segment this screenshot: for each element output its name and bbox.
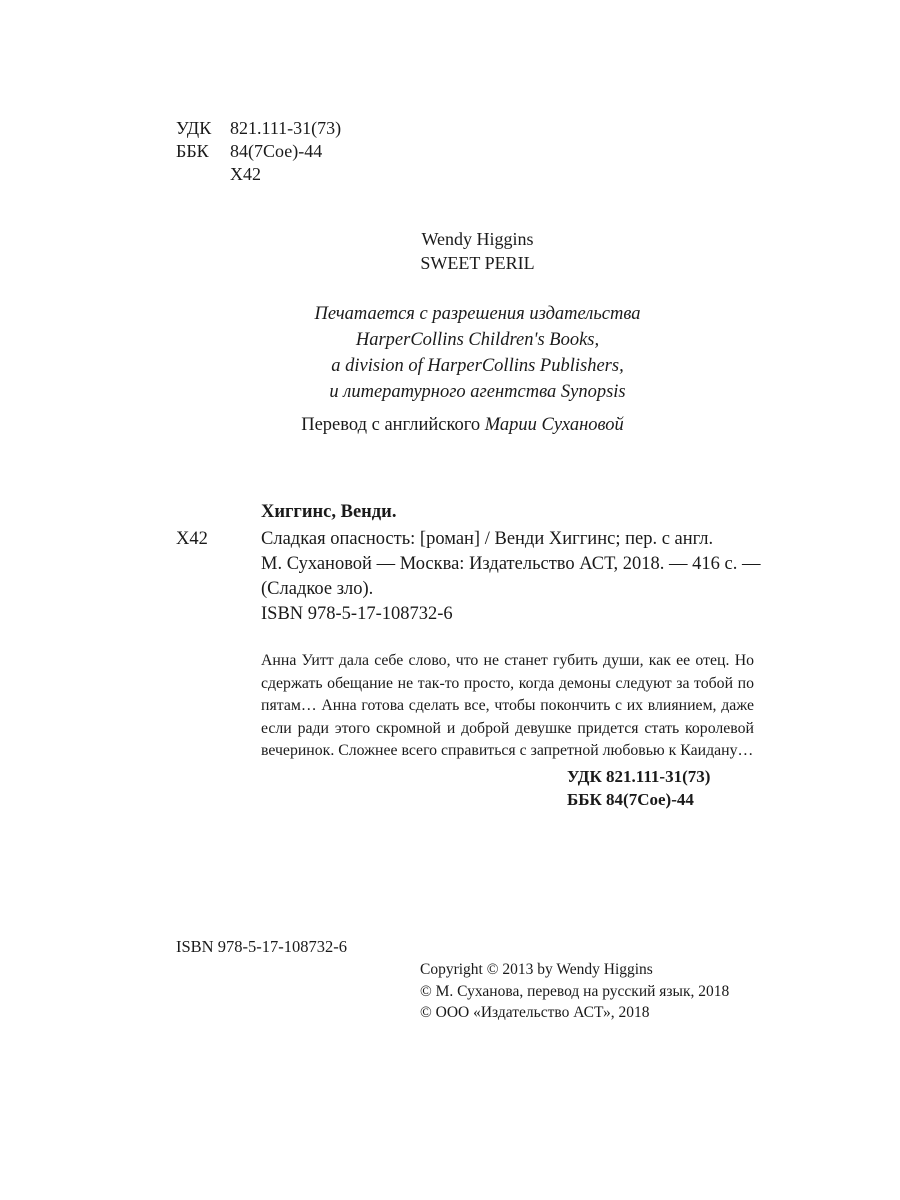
catalog-line: (Сладкое зло). bbox=[261, 579, 374, 599]
permission-notice bbox=[0, 301, 900, 405]
catalog-line: Сладкая опасность: [роман] / Венди Хиггинс; пер. с англ. bbox=[261, 529, 714, 549]
permission-line: Печатается с разрешения издательства bbox=[314, 304, 641, 324]
permission-line: HarperCollins Children's Books, bbox=[355, 330, 600, 350]
copyright-line: © ООО «Издательство АСТ», 2018 bbox=[420, 1004, 650, 1021]
bbk-value: 84(7Сое)-44 bbox=[230, 141, 323, 161]
author-mark-row bbox=[176, 163, 341, 186]
bbk-label: ББК bbox=[176, 141, 209, 161]
bbk-bold: ББК 84(7Сое)-44 bbox=[567, 790, 694, 809]
translator-name: Марии Сухановой bbox=[484, 415, 624, 435]
author-mark: Х42 bbox=[230, 164, 261, 184]
translation-prefix: Перевод с английского bbox=[301, 415, 485, 435]
original-title-block bbox=[0, 227, 900, 275]
udk-row bbox=[176, 117, 341, 140]
catalog-description bbox=[261, 527, 760, 602]
bbk-row bbox=[176, 140, 341, 163]
catalog-mark: Х42 bbox=[176, 529, 208, 549]
catalog-isbn: ISBN 978-5-17-108732-6 bbox=[261, 604, 453, 624]
permission-line: a division of HarperCollins Publishers, bbox=[331, 356, 624, 376]
udk-label: УДК bbox=[176, 118, 212, 138]
copyright-line: © М. Суханова, перевод на русский язык, 2018 bbox=[420, 982, 730, 1000]
original-title: SWEET PERIL bbox=[420, 253, 535, 273]
original-author: Wendy Higgins bbox=[421, 229, 534, 249]
classification-codes-bold bbox=[567, 765, 710, 811]
udk-value: 821.111-31(73) bbox=[230, 118, 342, 138]
copyright-line: Copyright © 2013 by Wendy Higgins bbox=[420, 961, 653, 978]
udk-bold: УДК 821.111-31(73) bbox=[567, 767, 711, 786]
annotation-text: Анна Уитт дала себе слово, что не станет губить души, как ее отец. Но сдержать обещание не так-то просто, когда демоны следуют за тобой по пятам… Анна готова сделать все, чтобы покончить с их влиянием, даже если ради этого скромной и доброй девушке придется стать королевой вечеринок. Сложнее всего справиться с запретной любовью к Каидану… bbox=[261, 652, 754, 759]
annotation bbox=[261, 650, 754, 763]
translation-credit bbox=[0, 415, 900, 436]
permission-line: и литературного агентства Synopsis bbox=[329, 382, 626, 402]
footer-isbn: ISBN 978-5-17-108732-6 bbox=[176, 937, 347, 956]
classification-codes bbox=[176, 117, 341, 186]
copyright-notices bbox=[420, 959, 729, 1024]
catalog-line: М. Сухановой — Москва: Издательство АСТ, 2018. — 416 с. — bbox=[261, 554, 761, 574]
catalog-author-heading: Хиггинс, Венди. bbox=[261, 502, 397, 522]
